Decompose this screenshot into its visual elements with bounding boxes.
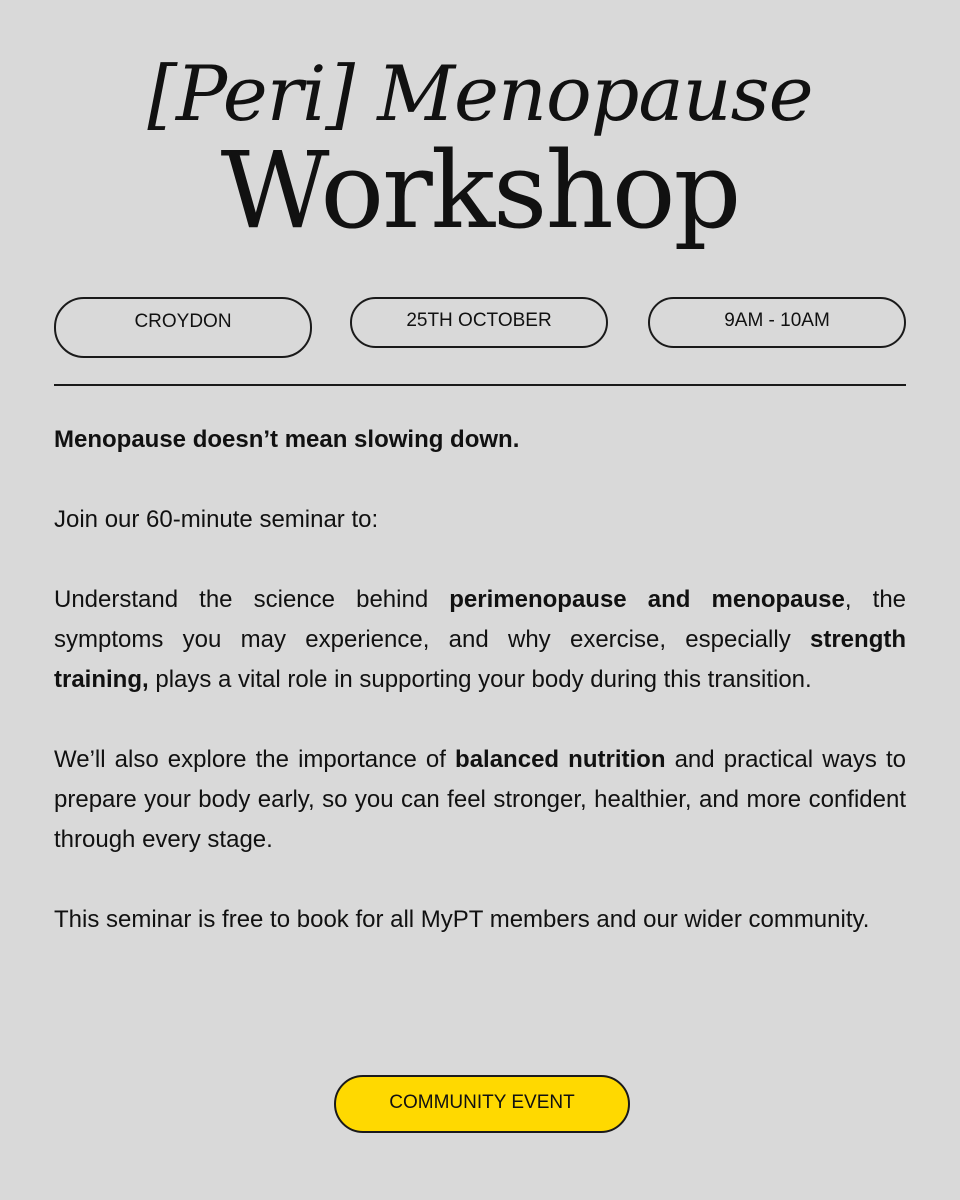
p1-bold-d: strength training, xyxy=(54,626,906,693)
paragraph-free: This seminar is free to book for all MyPT members and our wider community. xyxy=(54,906,870,933)
divider xyxy=(54,384,906,386)
time-badge: 9AM - 10AM xyxy=(648,297,906,348)
community-event-button[interactable]: COMMUNITY EVENT xyxy=(334,1075,630,1133)
p1-text-e: plays a vital role in supporting your body during this transition. xyxy=(148,666,812,693)
paragraph-nutrition xyxy=(54,740,906,860)
title-line-2: Workshop xyxy=(220,129,740,252)
description xyxy=(54,420,906,940)
p2-text-a: We’ll also explore the importance of xyxy=(54,746,456,773)
headline: Menopause doesn’t mean slowing down. xyxy=(54,426,520,453)
p1-bold-b: perimenopause and menopause xyxy=(449,586,845,613)
p2-text-c: and practical ways to prepare your body early, so you can feel stronger, healthier, and more confident through every stage. xyxy=(54,746,907,853)
p1-text-a: Understand the science behind xyxy=(54,586,450,613)
location-badge: CROYDON xyxy=(54,297,312,358)
intro: Join our 60-minute seminar to: xyxy=(54,506,379,533)
title-line-1: [Peri] Menopause xyxy=(147,49,813,138)
paragraph-science xyxy=(54,580,906,700)
p1-text-c: , the symptoms you may experience, and why exercise, especially xyxy=(54,586,907,653)
date-badge: 25TH OCTOBER xyxy=(350,297,608,348)
p2-bold-b: balanced nutrition xyxy=(455,746,666,773)
